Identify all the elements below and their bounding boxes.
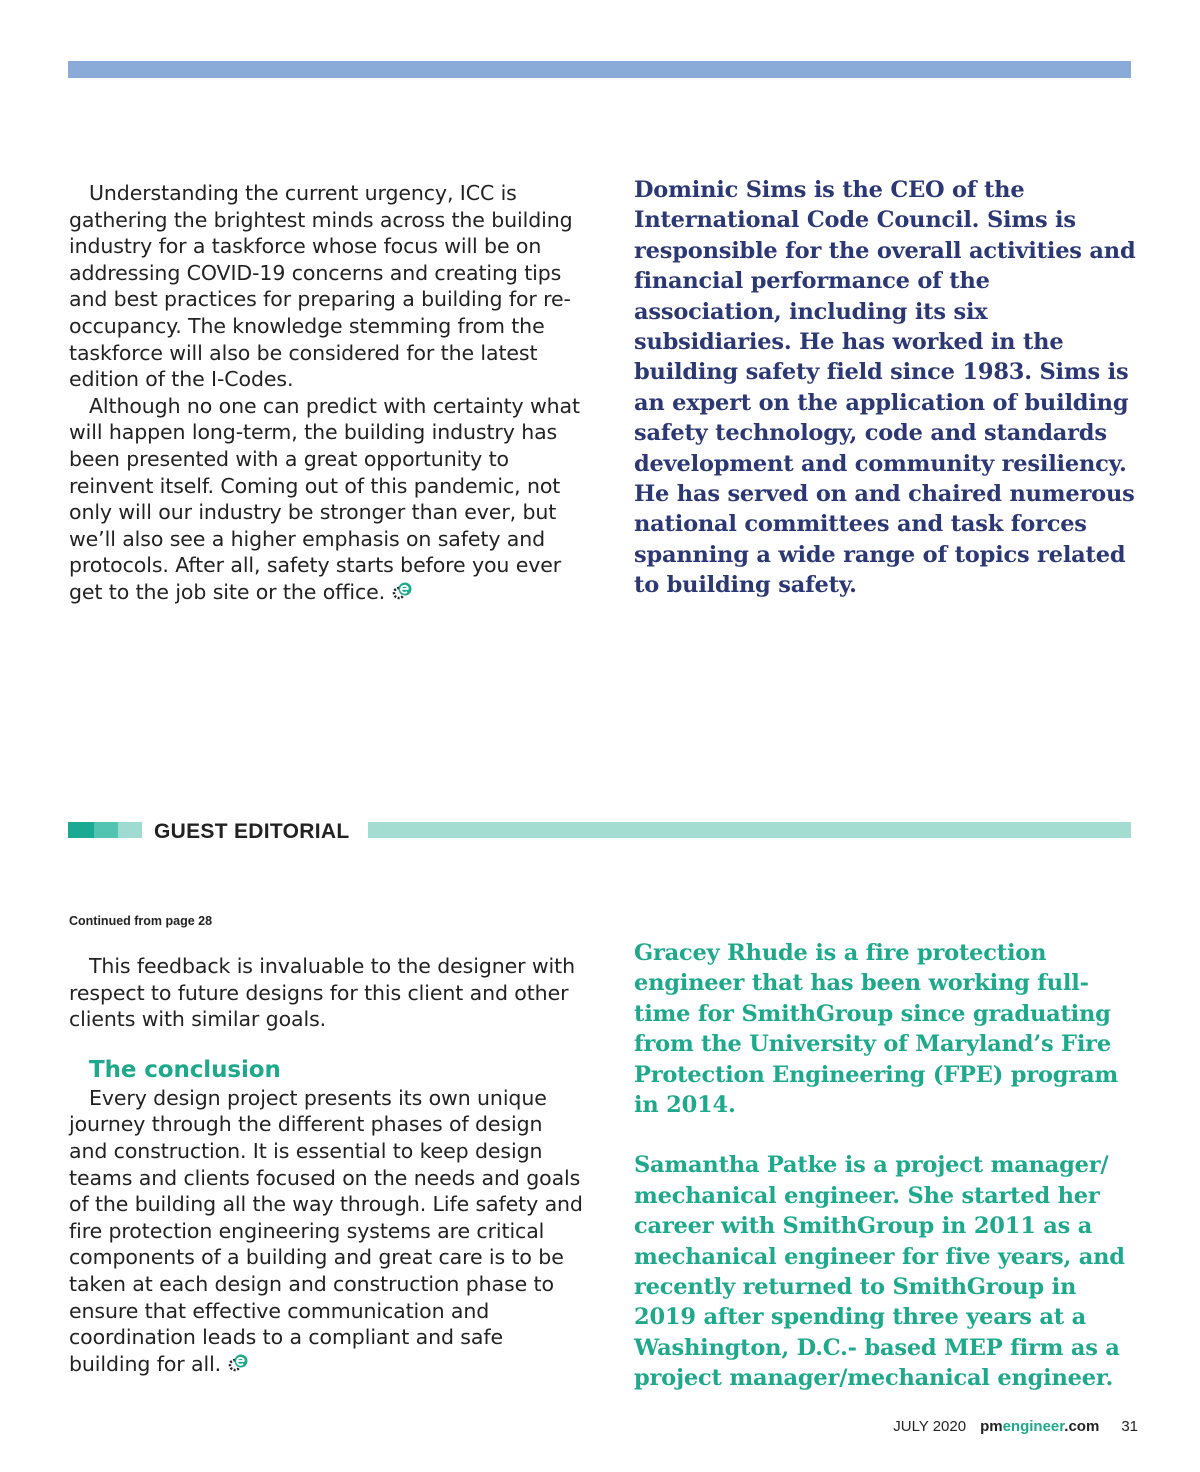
top-color-bar (68, 61, 1131, 78)
bio-rhude: Gracey Rhude is a fire protection engineer that has been working full-time for SmithGroup since graduating from the University of Maryland’s Fire Protection Engineering (FPE) program in 2014. (634, 940, 1118, 1119)
bio-text: Dominic Sims is the CEO of the International Code Council. Sims is responsible for the overall activities and financial performance of the association, including its six subsidiaries. He has worked in the building safety field since 1983. Sims is an expert on the application of building safety technology, code and standards development and community resiliency. He has served on and chaired numerous national committees and task forces spanning a wide range of topics related to building safety. (634, 177, 1136, 599)
section-marker-square (68, 822, 94, 838)
article-paragraph-last (69, 1085, 587, 1378)
author-bio-sims (634, 175, 1144, 601)
bio-spacer (634, 1120, 1144, 1150)
end-mark-icon (391, 581, 413, 601)
paragraph-text: Every design project presents its own unique journey through the different phases of design and construction. It is essential to keep design teams and clients focused on the needs and goals of the building all the way through. Life safety and fire protection engineering systems are critical components of a building and great care is to be taken at each design and construction phase to ensure that effective communication and coordination leads to a compliant and safe building for all. (69, 1085, 583, 1376)
page-number: 31 (1121, 1418, 1138, 1435)
article-paragraph-last (69, 393, 587, 606)
brand-prefix: pm (980, 1418, 1003, 1435)
article-column-bottom (69, 953, 587, 1377)
section-label: GUEST EDITORIAL (154, 820, 350, 843)
article-column-top (69, 180, 587, 606)
site-brand (980, 1418, 1099, 1435)
paragraph-text: Although no one can predict with certainty what will happen long-term, the building industry has been presented with a great opportunity to reinvent itself. Coming out of this pandemic, not only will our industry be stronger than ever, but we’ll also see a higher emphasis on safety and protocols. After all, safety starts before you ever get to the job site or the office. (69, 393, 580, 604)
page-footer (893, 1418, 1138, 1435)
author-bios-bottom (634, 938, 1144, 1394)
continued-note: Continued from page 28 (69, 914, 213, 928)
paragraph-spacer (69, 1033, 587, 1055)
section-rule (368, 822, 1131, 838)
article-paragraph: This feedback is invaluable to the designer with respect to future designs for this client and other clients with similar goals. (69, 954, 575, 1032)
end-mark-icon (227, 1353, 249, 1373)
bio-patke: Samantha Patke is a project manager/ mechanical engineer. She started her career with SmithGroup in 2011 as a mechanical engineer for five years, and recently returned to SmithGroup in 2019 after spending three years at a Washington, D.C.- based MEP firm as a project manager/mechanical engineer. (634, 1152, 1125, 1392)
article-paragraph: Understanding the current urgency, ICC is gathering the brightest minds across the building industry for a taskforce whose focus will be on addressing COVID-19 concerns and creating tips and best practices for preparing a building for re-occupancy. The knowledge stemming from the taskforce will also be considered for the latest edition of the I-Codes. (69, 181, 573, 392)
brand-suffix: .com (1064, 1418, 1100, 1435)
brand-middle: engineer (1002, 1418, 1065, 1435)
section-heading: The conclusion (89, 1056, 281, 1083)
section-marker-square (118, 822, 142, 838)
issue-date: JULY 2020 (893, 1418, 967, 1435)
section-header (68, 822, 1131, 842)
section-marker-square (94, 822, 118, 838)
